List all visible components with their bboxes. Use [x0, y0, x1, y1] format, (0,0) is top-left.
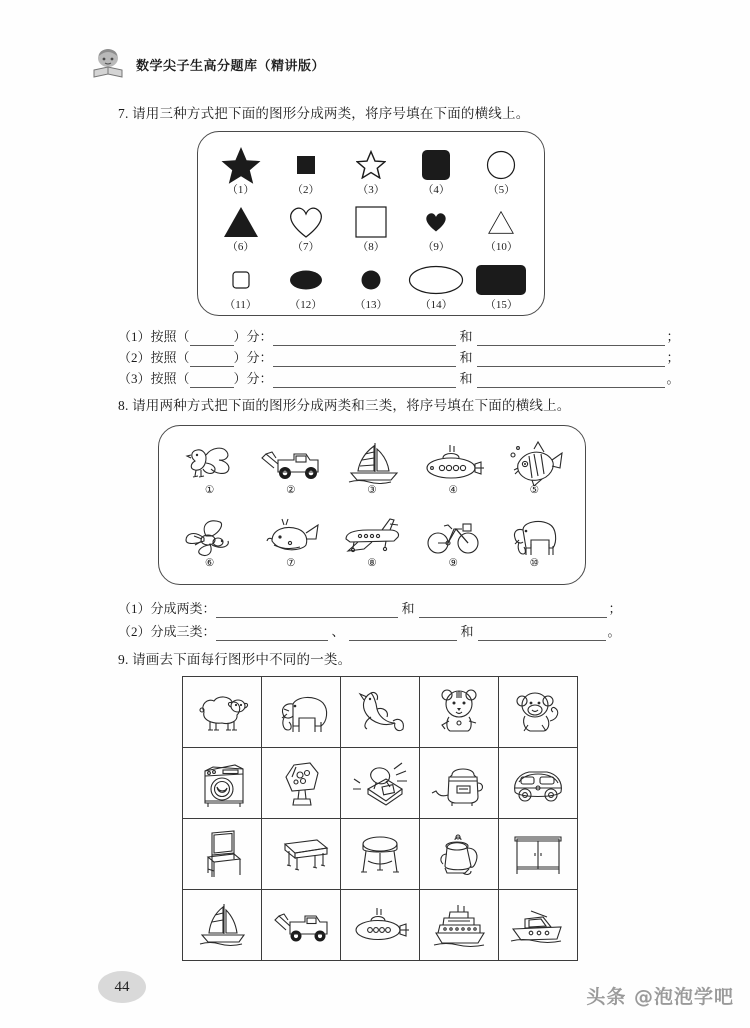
table-cell-washing-machine[interactable] — [183, 748, 262, 819]
question-7-body: 请用三种方式把下面的图形分成两类，将序号填在下面的横线上。 — [132, 106, 530, 121]
outline-wide-ellipse-icon — [408, 262, 464, 298]
monkey-icon — [499, 677, 577, 747]
shape-label-3: （3） — [357, 183, 385, 196]
q7-row3-blank-b[interactable] — [477, 372, 665, 388]
shape-cell-14 — [404, 253, 469, 311]
picture-label-7: ⑦ — [286, 557, 296, 569]
picture-cell-3 — [331, 432, 412, 505]
shape-label-1: （1） — [226, 183, 255, 196]
elephant-icon — [505, 514, 563, 558]
picture-label-6: ⑥ — [204, 557, 215, 569]
q8-row2-end: 。 — [607, 624, 621, 639]
table-cell-rice-cooker[interactable] — [420, 748, 499, 819]
table-cell-motorboat[interactable] — [499, 890, 578, 961]
shape-cell-3 — [338, 138, 403, 196]
q7-row2-lead: （2）按照（ — [118, 350, 190, 365]
shape-cell-1 — [208, 138, 273, 196]
elephant-icon — [262, 677, 340, 747]
question-7-number: 7. — [118, 106, 129, 121]
q7-row1-conj: 和 — [459, 329, 473, 344]
q7-row3-end: 。 — [666, 371, 680, 386]
dragonfly-icon — [180, 514, 240, 558]
picture-cell-9 — [413, 505, 494, 578]
table-cell-tow-truck[interactable] — [262, 890, 341, 961]
q7-row2-paren-blank[interactable] — [190, 351, 234, 367]
bicycle-icon — [422, 514, 484, 558]
q7-answer-row-2 — [118, 347, 680, 367]
shape-cell-7 — [273, 196, 338, 254]
q7-row2-conj: 和 — [459, 350, 473, 365]
table-row — [183, 890, 578, 961]
shape-label-5: （5） — [487, 183, 516, 196]
q8-row2-blank-a[interactable] — [216, 625, 328, 641]
picture-cell-6 — [169, 505, 250, 578]
q8-answer-row-1 — [118, 598, 622, 618]
table-cell-cruise-ship[interactable] — [420, 890, 499, 961]
shape-label-2: （2） — [292, 183, 320, 196]
table-cell-submarine[interactable] — [341, 890, 420, 961]
toy-car-icon — [499, 748, 577, 818]
question-8-body: 请用两种方式把下面的图形分成两类和三类，将序号填在下面的横线上。 — [132, 398, 571, 413]
washing-machine-icon — [183, 748, 261, 818]
picture-cell-1 — [169, 432, 250, 505]
table-row — [183, 819, 578, 890]
shape-label-15: （15） — [484, 299, 518, 311]
picture-label-1: ① — [204, 484, 215, 496]
shapes-figure-box — [197, 131, 545, 316]
tow-truck-icon — [262, 890, 340, 960]
outline-square-icon — [355, 204, 387, 240]
q8-row1-blank-a[interactable] — [216, 602, 398, 618]
q8-answer-row-2 — [118, 621, 621, 641]
airplane-icon — [338, 514, 406, 558]
shape-cell-10 — [469, 196, 534, 254]
shape-label-10: （10） — [484, 241, 518, 254]
bird-icon — [181, 441, 239, 485]
shape-cell-4 — [404, 138, 469, 196]
table-cell-dolphin[interactable] — [341, 677, 420, 748]
sailboat-icon — [183, 890, 261, 960]
q8-row1-blank-b[interactable] — [419, 602, 607, 618]
sheep-icon — [183, 677, 261, 747]
shape-label-8: （8） — [357, 241, 385, 254]
shape-label-9: （9） — [422, 241, 450, 254]
motorboat-icon — [499, 890, 577, 960]
table-cell-sheep[interactable] — [183, 677, 262, 748]
q7-row3-blank-a[interactable] — [273, 372, 456, 388]
q8-row2-lead: （2）分成三类： — [118, 624, 216, 639]
q7-row2-end: ； — [666, 350, 680, 365]
chair-icon — [183, 819, 261, 889]
q7-row1-blank-a[interactable] — [273, 330, 456, 346]
picture-cell-8 — [331, 505, 412, 578]
picture-cell-10 — [494, 505, 575, 578]
q7-row2-mid: ）分： — [233, 350, 273, 365]
q8-row1-end: ； — [608, 601, 622, 616]
table-cell-telephone[interactable] — [341, 748, 420, 819]
outline-heart-icon — [287, 204, 325, 240]
filled-small-square-icon — [296, 147, 316, 183]
picture-cell-4 — [413, 432, 494, 505]
picture-label-2: ② — [286, 484, 296, 496]
q7-row3-paren-blank[interactable] — [190, 372, 234, 388]
question-9-number: 9. — [118, 652, 129, 667]
child-reading-book-icon — [88, 46, 128, 82]
cabinet-icon — [499, 819, 577, 889]
filled-heart-icon — [424, 204, 448, 240]
table-cell-kettle[interactable] — [420, 819, 499, 890]
table-cell-soap-dispenser[interactable] — [262, 748, 341, 819]
shape-label-12: （12） — [289, 299, 323, 311]
page-header — [88, 46, 325, 82]
table-cell-sailboat[interactable] — [183, 890, 262, 961]
q8-row2-conj: 和 — [460, 624, 474, 639]
filled-rounded-square-icon — [421, 147, 451, 183]
picture-label-8: ⑧ — [367, 557, 377, 569]
kettle-icon — [420, 819, 498, 889]
q8-row2-sep: 、 — [331, 624, 345, 639]
shape-label-14: （14） — [419, 299, 453, 311]
picture-label-10: ⑩ — [529, 557, 540, 569]
q7-row1-blank-b[interactable] — [477, 330, 665, 346]
question-7-text — [118, 102, 529, 122]
picture-label-9: ⑨ — [448, 557, 458, 569]
q7-row2-blank-b[interactable] — [477, 351, 665, 367]
q7-row3-mid: ）分： — [233, 371, 273, 386]
picture-label-3: ③ — [367, 484, 377, 496]
q8-row1-lead: （1）分成两类： — [118, 601, 216, 616]
filled-rounded-rectangle-icon — [475, 262, 527, 298]
shape-cell-15 — [469, 253, 534, 311]
shape-cell-6 — [208, 196, 273, 254]
tropical-fish-icon — [504, 441, 564, 485]
question-9-text — [118, 648, 351, 668]
picture-label-5: ⑤ — [529, 484, 540, 496]
q8-row2-blank-b[interactable] — [349, 625, 457, 641]
outline-circle-icon — [486, 147, 516, 183]
telephone-icon — [341, 748, 419, 818]
q7-row1-mid: ）分： — [233, 329, 273, 344]
dolphin-icon — [341, 677, 419, 747]
outline-small-rounded-square-icon — [232, 262, 250, 298]
table-row — [183, 748, 578, 819]
watermark-text: 头条 @泡泡学吧 — [586, 986, 734, 1008]
q7-row2-blank-a[interactable] — [273, 351, 456, 367]
table-cell-table[interactable] — [262, 819, 341, 890]
filled-ellipse-icon — [289, 262, 323, 298]
pictures-figure-box — [158, 425, 586, 585]
table-cell-toy-car[interactable] — [499, 748, 578, 819]
table-row — [183, 677, 578, 748]
q7-answer-row-1 — [118, 326, 680, 346]
soap-dispenser-icon — [262, 748, 340, 818]
sailboat-icon — [341, 441, 403, 485]
shape-cell-9 — [404, 196, 469, 254]
picture-cell-2 — [250, 432, 331, 505]
table-cell-tiger[interactable] — [420, 677, 499, 748]
picture-cell-7 — [250, 505, 331, 578]
shape-cell-13 — [338, 253, 403, 311]
question-9-body: 请画去下面每行图形中不同的一类。 — [132, 652, 352, 667]
stool-icon — [341, 819, 419, 889]
shapes-grid — [198, 132, 544, 315]
q7-row1-lead: （1）按照（ — [118, 329, 190, 344]
picture-cell-5 — [494, 432, 575, 505]
question-8-text — [118, 394, 571, 414]
table-cell-cabinet[interactable] — [499, 819, 578, 890]
table-cell-elephant[interactable] — [262, 677, 341, 748]
cruise-ship-icon — [420, 890, 498, 960]
q7-row1-end: ； — [666, 329, 680, 344]
shape-cell-2 — [273, 138, 338, 196]
shape-label-11: （11） — [224, 299, 257, 311]
q8-row1-conj: 和 — [401, 601, 415, 616]
shape-label-13: （13） — [354, 299, 388, 311]
table-cell-stool[interactable] — [341, 819, 420, 890]
shape-cell-11 — [208, 253, 273, 311]
table-icon — [262, 819, 340, 889]
picture-label-4: ④ — [448, 484, 458, 496]
tiger-icon — [420, 677, 498, 747]
q7-row3-conj: 和 — [459, 371, 473, 386]
book-title: 数学尖子生高分题库（精讲版） — [136, 57, 326, 73]
table-cell-chair[interactable] — [183, 819, 262, 890]
page-number-badge — [98, 971, 146, 1003]
q7-row3-lead: （3）按照（ — [118, 371, 190, 386]
outline-triangle-icon — [488, 204, 514, 240]
submarine-icon — [421, 441, 485, 485]
q7-answer-row-3 — [118, 368, 680, 388]
table-cell-monkey[interactable] — [499, 677, 578, 748]
filled-circle-icon — [361, 262, 381, 298]
page-number: 44 — [114, 978, 130, 995]
filled-triangle-icon — [223, 204, 259, 240]
q9-picture-table — [182, 676, 578, 961]
q8-row2-blank-c[interactable] — [478, 625, 606, 641]
question-8-number: 8. — [118, 398, 129, 413]
outline-star-icon — [356, 147, 386, 183]
tow-truck-icon — [258, 441, 324, 485]
pictures-grid — [159, 426, 585, 584]
submarine-icon — [341, 890, 419, 960]
whale-icon — [260, 514, 322, 558]
rice-cooker-icon — [420, 748, 498, 818]
shape-label-6: （6） — [226, 241, 255, 254]
shape-cell-12 — [273, 253, 338, 311]
shape-cell-8 — [338, 196, 403, 254]
filled-star-icon — [220, 147, 262, 183]
q7-row1-paren-blank[interactable] — [190, 330, 234, 346]
shape-label-7: （7） — [292, 241, 320, 254]
shape-cell-5 — [469, 138, 534, 196]
shape-label-4: （4） — [422, 183, 450, 196]
